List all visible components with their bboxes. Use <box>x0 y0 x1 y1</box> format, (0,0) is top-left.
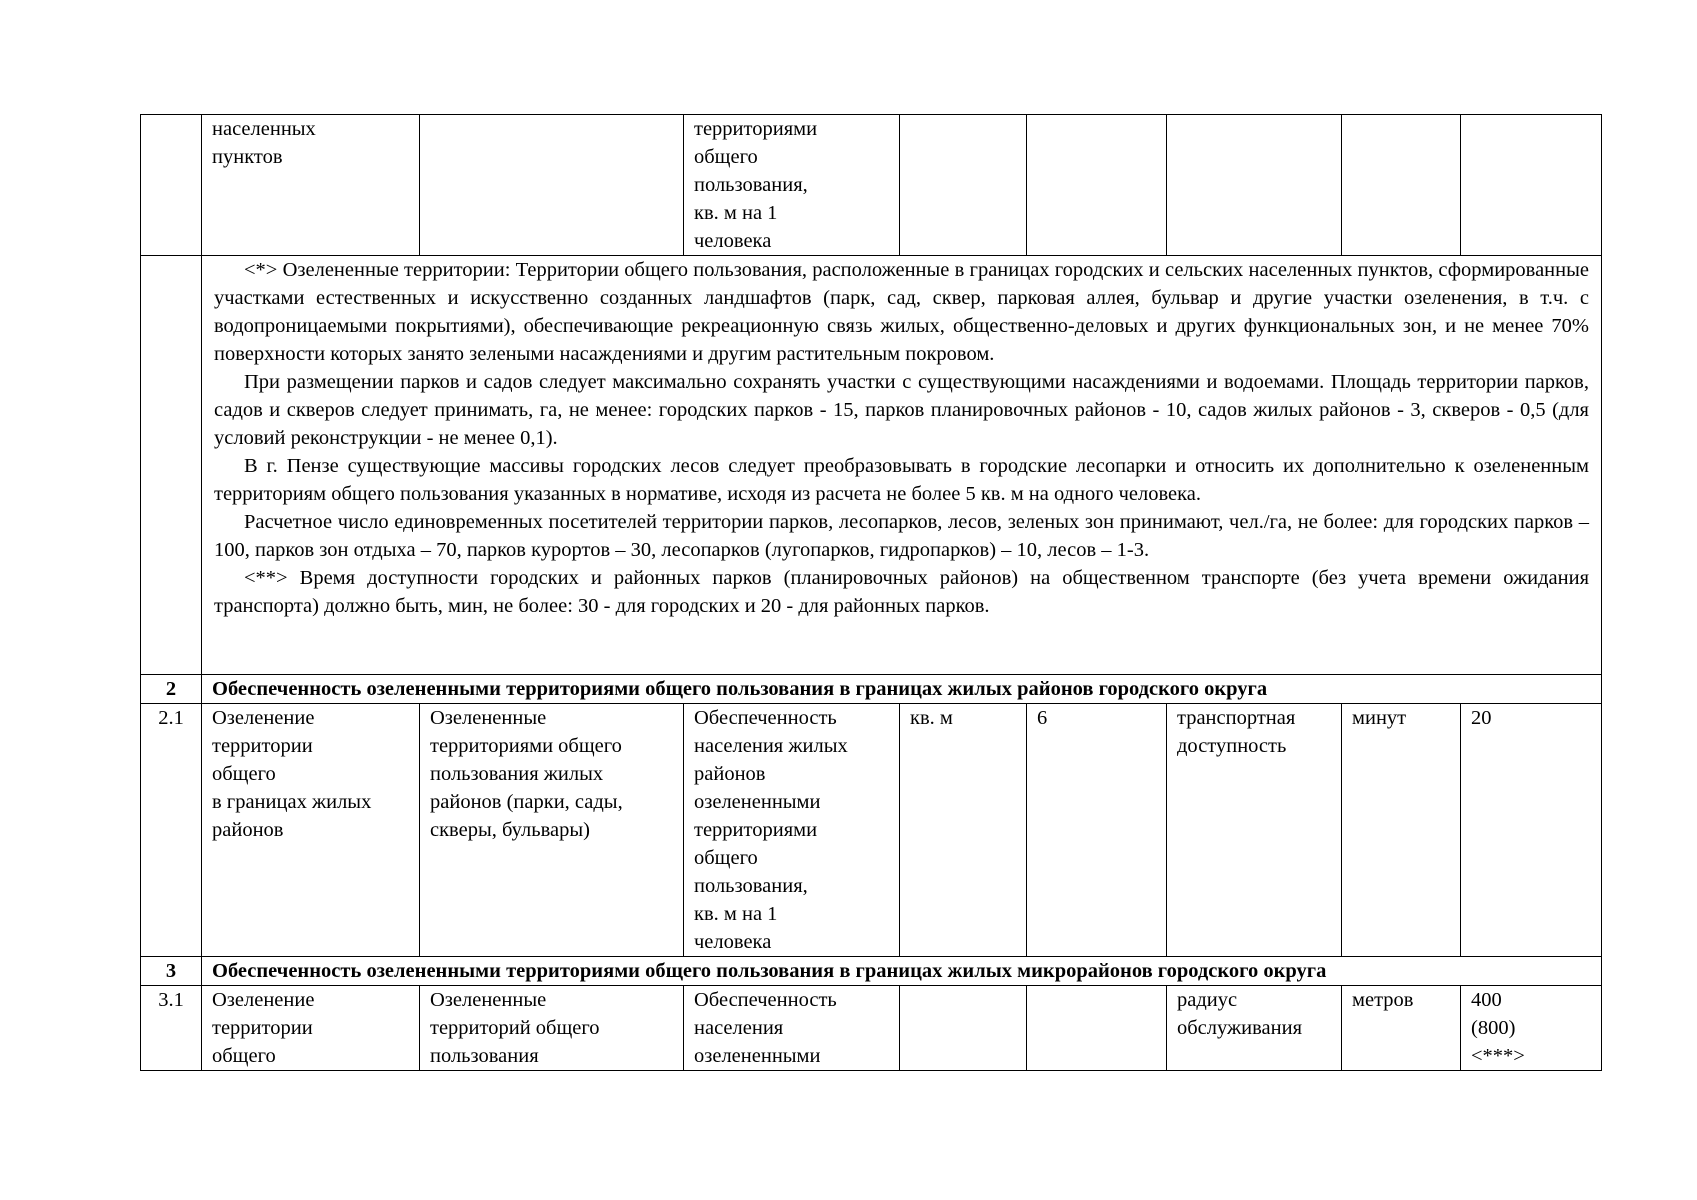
unit-cell <box>900 115 1027 256</box>
table-row <box>141 115 1602 256</box>
notes-cell <box>202 256 1602 675</box>
object-type-cell: Озелененные территорий общего пользования <box>420 986 684 1071</box>
indicator-cell: территориями общего пользования, кв. м на 1 человека <box>684 115 900 256</box>
row-number <box>141 115 202 256</box>
section-title: Обеспеченность озелененными территориями общего пользования в границах жилых микрорайонов городского округа <box>202 957 1602 986</box>
accessibility-value-cell: 20 <box>1461 704 1602 957</box>
accessibility-indicator-cell: радиус обслуживания <box>1167 986 1342 1071</box>
accessibility-indicator-cell: транспортная доступность <box>1167 704 1342 957</box>
notes-row <box>141 256 1602 675</box>
section-number: 3 <box>141 957 202 986</box>
value-cell <box>1027 986 1167 1071</box>
accessibility-unit-cell <box>1342 115 1461 256</box>
accessibility-unit-cell: минут <box>1342 704 1461 957</box>
note-paragraph: В г. Пензе существующие массивы городских лесов следует преобразовывать в городские лесопарки и относить их дополнительно к озелененным территориям общего пользования указанных в нормативе, исходя из расчета не более 5 кв. м на одного человека. <box>214 455 1589 505</box>
note-paragraph: При размещении парков и садов следует максимально сохранять участки с существующими насаждениями и водоемами. Площадь территории парков, садов и скверов следует принимать, га, не менее: городских парков - 15, парков планировочных районов - 10, садов жилых районов - 3, скверов - 0,5 (для условий реконструкции - не менее 0,1). <box>214 371 1589 449</box>
note-paragraph: Расчетное число единовременных посетителей территории парков, лесопарков, лесов, зеленых зон принимают, чел./га, не более: для городских парков – 100, парков зон отдыха – 70, парков курортов – 30, лесопарков (лугопарков, гидропарков) – 10, лесов – 1-3. <box>214 511 1589 561</box>
row-number: 3.1 <box>141 986 202 1071</box>
object-name-cell: Озеленение территории общего в границах жилых районов <box>202 704 420 957</box>
value-cell <box>1027 115 1167 256</box>
note-paragraph: <**> Время доступности городских и районных парков (планировочных районов) на общественном транспорте (без учета времени ожидания транспорта) должно быть, мин, не более: 30 - для городских и 20 - для районных парков. <box>214 567 1589 617</box>
object-type-cell <box>420 115 684 256</box>
unit-cell: кв. м <box>900 704 1027 957</box>
section-title: Обеспеченность озелененными территориями общего пользования в границах жилых районов городского округа <box>202 675 1602 704</box>
unit-cell <box>900 986 1027 1071</box>
indicator-cell: Обеспеченность населения озелененными <box>684 986 900 1071</box>
object-type-cell: Озелененные территориями общего пользования жилых районов (парки, сады, скверы, бульвары) <box>420 704 684 957</box>
row-number: 2.1 <box>141 704 202 957</box>
object-name-cell: населенных пунктов <box>202 115 420 256</box>
indicator-cell: Обеспеченность населения жилых районов озелененными территориями общего пользования, кв. м на 1 человека <box>684 704 900 957</box>
value-cell: 6 <box>1027 704 1167 957</box>
section-header-row <box>141 675 1602 704</box>
object-name-cell: Озеленение территории общего <box>202 986 420 1071</box>
notes-number-cell <box>141 256 202 675</box>
accessibility-value-cell <box>1461 115 1602 256</box>
section-header-row <box>141 957 1602 986</box>
accessibility-indicator-cell <box>1167 115 1342 256</box>
note-paragraph: <*> Озелененные территории: Территории общего пользования, расположенные в границах городских и сельских населенных пунктов, сформированные участками естественных и искусственно созданных ландшафтов (парк, сад, сквер, парковая аллея, бульвар и другие участки озеленения, в т.ч. с водопроницаемыми покрытиями), обеспечивающие рекреационную связь жилых, общественно-деловых и других функциональных зон, и не менее 70% поверхности которых занято зелеными насаждениями и другим растительным покровом. <box>214 259 1589 365</box>
table-row <box>141 704 1602 957</box>
accessibility-unit-cell: метров <box>1342 986 1461 1071</box>
accessibility-value-cell: 400 (800) <***> <box>1461 986 1602 1071</box>
table-row <box>141 986 1602 1071</box>
section-number: 2 <box>141 675 202 704</box>
standards-table <box>140 114 1602 1071</box>
